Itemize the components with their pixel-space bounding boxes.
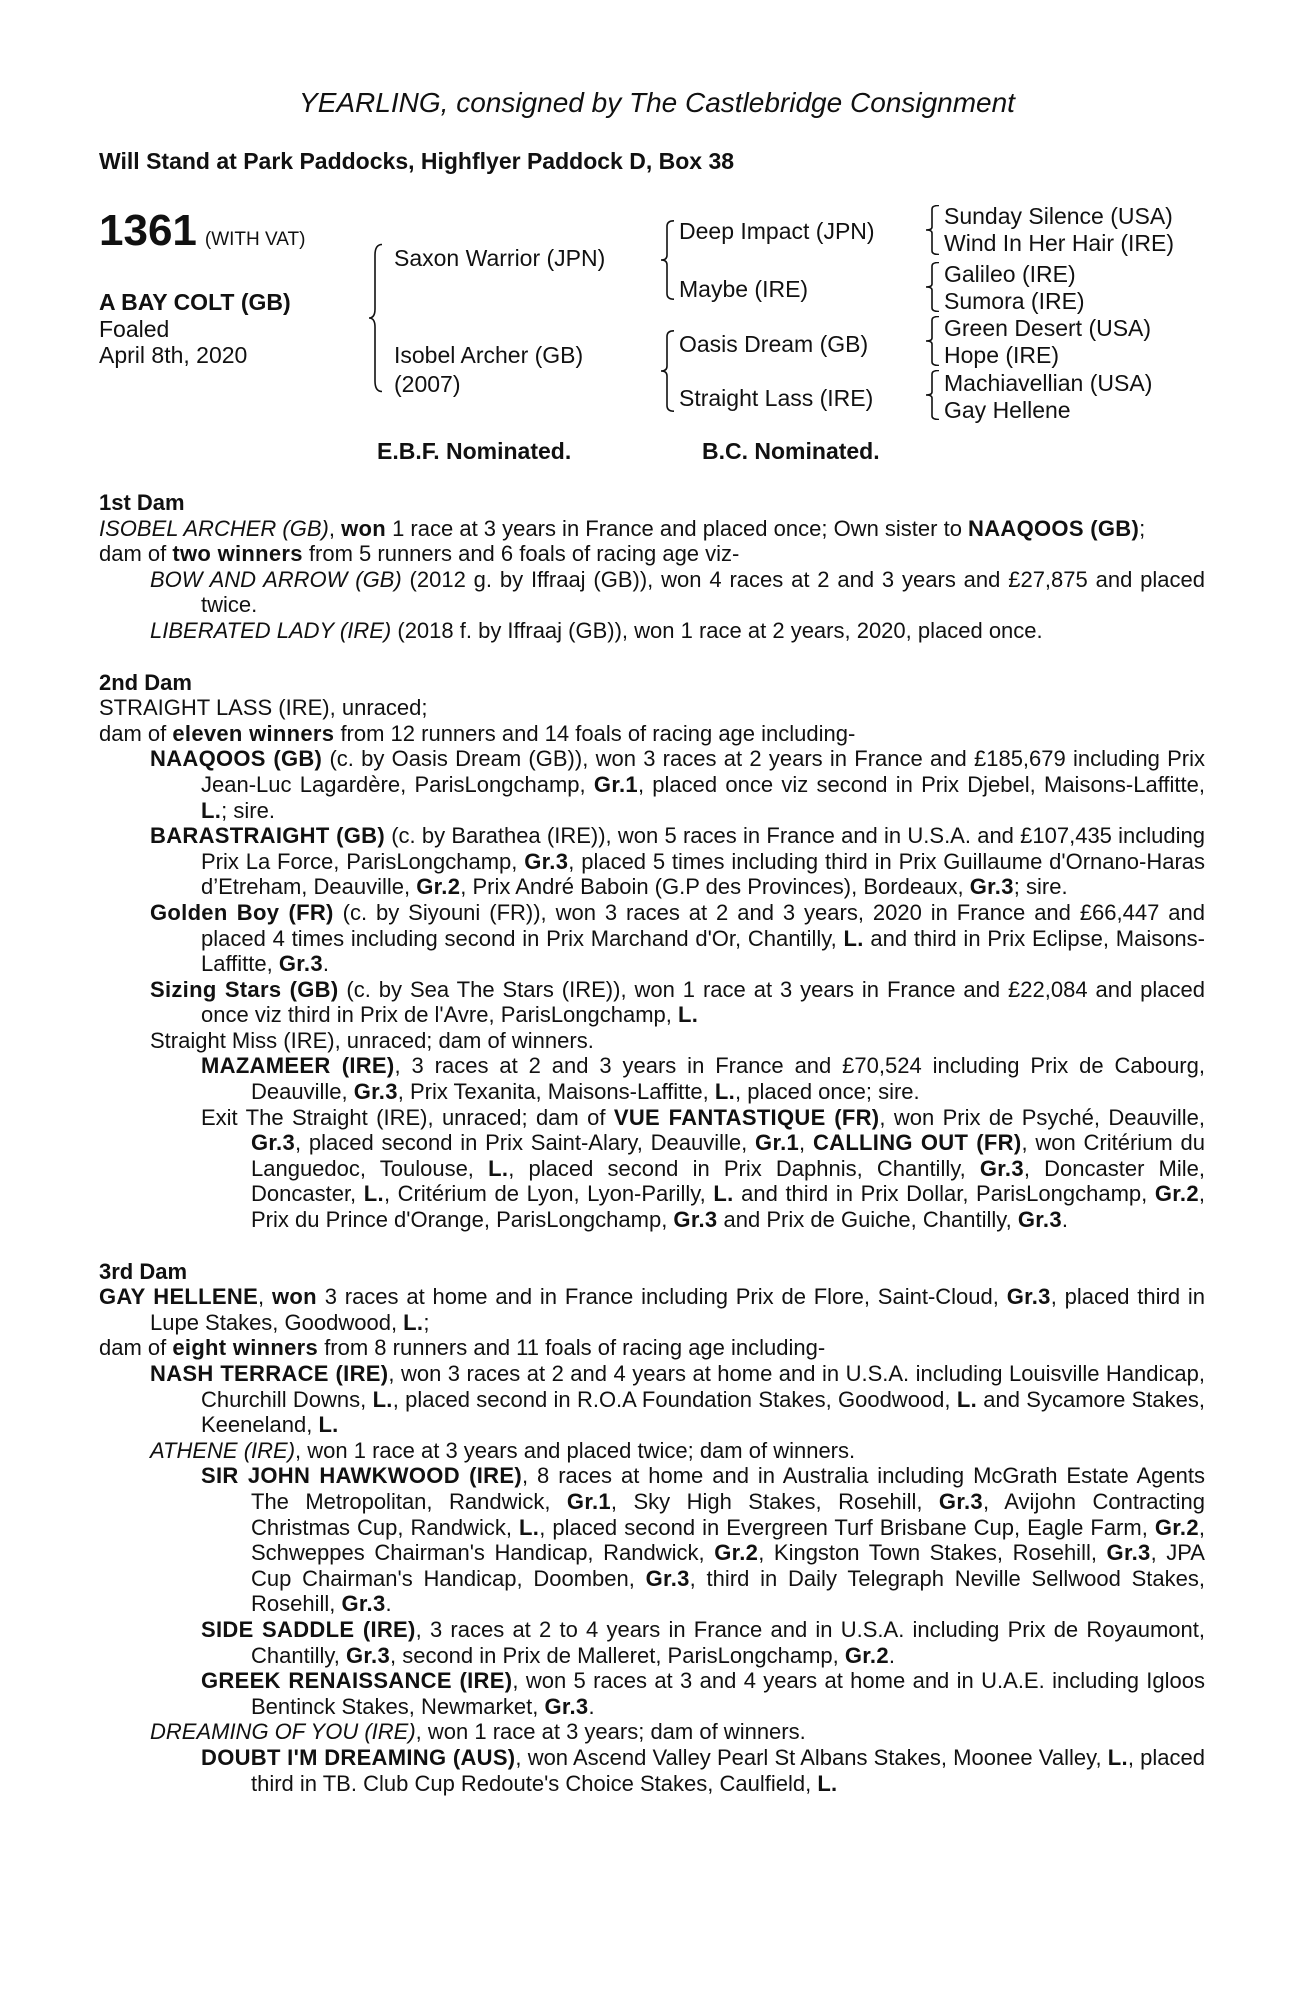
- foaled-label: Foaled: [99, 316, 170, 342]
- entry-text: , placed once; sire.: [735, 1079, 920, 1105]
- pedigree-ggen: Gay Hellene: [944, 397, 1071, 423]
- pedigree-brace: [925, 262, 941, 312]
- entry-text: , Kingston Town Stakes, Rosehill,: [758, 1540, 1107, 1566]
- bold-text: Gr.2: [844, 1642, 889, 1668]
- entry-text: , second in Prix de Malleret, ParisLongchamp,: [389, 1642, 845, 1668]
- bold-text: Gr.1: [755, 1130, 800, 1156]
- entry-text: and Sycamore Stakes, Keeneland,: [201, 1386, 1206, 1438]
- pedigree-ggen: Sumora (IRE): [944, 288, 1085, 314]
- entry-text: , 3 races at 2 to 4 years in France and in U.S.A. including Prix de Royaumont, Chantilly,: [251, 1616, 1205, 1668]
- dam-section: [99, 490, 1205, 644]
- bold-text: L.: [678, 1002, 699, 1028]
- produce-entry: [99, 541, 1205, 567]
- produce-entry: [99, 1105, 1205, 1233]
- italic-text: LIBERATED LADY (IRE): [150, 617, 392, 643]
- dam-section: [99, 670, 1205, 1233]
- produce-entry: [99, 1028, 1205, 1054]
- entry-text: (2018 f. by Iffraaj (GB)), won 1 race at 2 years, 2020, placed once.: [391, 617, 1043, 643]
- pedigree-sire-sire: Deep Impact (JPN): [679, 218, 875, 244]
- entry-text: Straight Miss (IRE), unraced; dam of winners.: [150, 1027, 594, 1053]
- entry-text: , Prix du Prince d'Orange, ParisLongchamp,: [251, 1181, 1205, 1233]
- bold-text: BARASTRAIGHT (GB): [150, 823, 385, 849]
- produce-entry: [99, 1617, 1205, 1668]
- entry-text: , Prix Texanita, Maisons-Laffitte,: [397, 1079, 715, 1105]
- produce-entry: [99, 516, 1205, 542]
- entry-text: , Sky High Stakes, Rosehill,: [610, 1488, 939, 1514]
- entry-text: .: [385, 1591, 392, 1617]
- bold-text: L.: [201, 797, 222, 823]
- entry-text: STRAIGHT LASS (IRE), unraced;: [99, 695, 428, 721]
- entry-text: , placed third in Lupe Stakes, Goodwood,: [150, 1284, 1206, 1335]
- entry-text: , placed third in TB. Club Cup Redoute's Choice Stakes, Caulfield,: [251, 1744, 1205, 1796]
- entry-text: (c. by Barathea (IRE)), won 5 races in France and in U.S.A. and £107,435 including Prix La Force, ParisLongchamp,: [201, 823, 1205, 874]
- entry-text: Exit The Straight (IRE), unraced; dam of: [201, 1104, 614, 1130]
- bold-text: two winners: [172, 541, 303, 567]
- entry-text: ,: [258, 1284, 272, 1310]
- entry-text: , Prix André Baboin (G.P des Provinces), Bordeaux,: [460, 874, 970, 900]
- bc-nominated: B.C. Nominated.: [702, 438, 880, 464]
- entry-text: , placed once viz second in Prix Djebel, Maisons-Laffitte,: [637, 771, 1206, 797]
- produce-entry: [99, 1438, 1205, 1464]
- produce-entry: [99, 721, 1205, 747]
- bold-text: L.: [843, 925, 864, 951]
- entry-text: .: [588, 1693, 595, 1719]
- pedigree-brace: [925, 205, 941, 255]
- bold-text: Gr.3: [969, 874, 1014, 900]
- pedigree-brace: [925, 316, 941, 366]
- bold-text: won: [271, 1284, 317, 1310]
- entry-text: from 8 runners and 11 foals of racing age including-: [318, 1335, 826, 1361]
- entry-text: , won 1 race at 3 years; dam of winners.: [415, 1719, 806, 1745]
- pedigree-ggen: Sunday Silence (USA): [944, 203, 1173, 229]
- entry-text: , Avijohn Contracting Christmas Cup, Randwick,: [251, 1488, 1205, 1540]
- entry-text: and third in Prix Dollar, ParisLongchamp,: [733, 1181, 1155, 1207]
- italic-text: DREAMING OF YOU (IRE): [150, 1719, 416, 1745]
- entry-text: , JPA Cup Chairman's Handicap, Doomben,: [251, 1540, 1205, 1591]
- produce-entry: [99, 823, 1205, 900]
- produce-entry: [99, 695, 1205, 721]
- bold-text: L.: [956, 1386, 977, 1412]
- produce-entry: [99, 746, 1205, 823]
- pedigree-dam: Isobel Archer (GB): [394, 342, 584, 368]
- bold-text: L.: [817, 1770, 838, 1796]
- entry-text: , won 1 race at 3 years and placed twice; dam of winners.: [295, 1437, 856, 1463]
- page-title: YEARLING, consigned by The Castlebridge Consignment: [299, 87, 1015, 118]
- bold-text: L.: [488, 1155, 509, 1181]
- bold-text: Gr.1: [566, 1488, 611, 1514]
- entry-text: ,: [328, 515, 342, 541]
- entry-text: , 3 races at 2 and 3 years in France and £70,524 including Prix de Cabourg, Deauville,: [251, 1053, 1205, 1105]
- produce-entry: [99, 1745, 1205, 1796]
- bold-text: L.: [714, 1079, 735, 1105]
- foaled-date: April 8th, 2020: [99, 342, 248, 368]
- produce-entry: [99, 977, 1205, 1028]
- bold-text: L.: [363, 1181, 384, 1207]
- entry-text: ; sire.: [221, 797, 275, 823]
- bold-text: Gr.2: [1154, 1181, 1199, 1207]
- pedigree-sire-dam: Maybe (IRE): [679, 276, 809, 302]
- bold-text: NASH TERRACE (IRE): [150, 1361, 389, 1386]
- entry-text: , won 5 races at 3 and 4 years at home and in U.A.E. including Igloos Bentinck Stakes, Newmarket,: [251, 1668, 1205, 1719]
- pedigree-ggen: Green Desert (USA): [944, 315, 1152, 341]
- entry-text: , Schweppes Chairman's Handicap, Randwick,: [251, 1514, 1205, 1566]
- pedigree-ggen: Wind In Her Hair (IRE): [944, 230, 1175, 256]
- bold-text: eleven winners: [172, 720, 335, 746]
- entry-text: dam of: [99, 541, 173, 567]
- entry-text: dam of: [99, 1335, 173, 1361]
- stand-location: Will Stand at Park Paddocks, Highflyer Paddock D, Box 38: [99, 148, 735, 174]
- bold-text: L.: [318, 1412, 339, 1438]
- produce-entry: [99, 900, 1205, 977]
- pedigree-ggen: Machiavellian (USA): [944, 370, 1153, 396]
- bold-text: Gr.3: [353, 1079, 398, 1105]
- bold-text: Gr.2: [714, 1540, 759, 1566]
- bold-text: Gr.3: [251, 1130, 296, 1156]
- entry-text: , won Critérium du Languedoc, Toulouse,: [251, 1130, 1205, 1181]
- entry-text: , third in Daily Telegraph Neville Sellwood Stakes, Rosehill,: [251, 1565, 1205, 1617]
- bold-text: Gr.3: [278, 951, 323, 977]
- bold-text: Gr.3: [979, 1155, 1024, 1181]
- pedigree-brace: [925, 370, 941, 420]
- pedigree-dam-sire: Oasis Dream (GB): [679, 331, 869, 357]
- entry-text: (2012 g. by Iffraaj (GB)), won 4 races at 2 and 3 years and £27,875 and placed twice.: [201, 566, 1205, 618]
- entry-text: , placed second in R.O.A Foundation Stakes, Goodwood,: [392, 1386, 957, 1412]
- bold-text: VUE FANTASTIQUE (FR): [613, 1104, 880, 1130]
- entry-text: from 5 runners and 6 foals of racing age viz-: [302, 541, 740, 567]
- lot-number-row: [99, 206, 306, 265]
- entry-text: ;: [1139, 515, 1146, 541]
- bold-text: DOUBT I'M DREAMING (AUS): [201, 1744, 516, 1770]
- bold-text: NAAQOOS (GB): [150, 746, 323, 772]
- bold-text: L.: [713, 1181, 734, 1207]
- bold-text: L.: [403, 1309, 424, 1335]
- italic-text: ISOBEL ARCHER (GB): [99, 515, 329, 541]
- produce-entry: [99, 1463, 1205, 1617]
- bold-text: GAY HELLENE: [99, 1284, 259, 1310]
- vat-note: (WITH VAT): [204, 229, 306, 250]
- entry-text: ; sire.: [1013, 874, 1068, 900]
- entry-text: , Critérium de Lyon, Lyon-Parilly,: [383, 1181, 714, 1207]
- entry-text: , won Prix de Psyché, Deauville,: [879, 1104, 1205, 1130]
- entry-text: from 12 runners and 14 foals of racing age including-: [334, 720, 856, 746]
- entry-text: (c. by Sea The Stars (IRE)), won 1 race at 3 years in France and £22,084 and placed once viz third in Prix de l'Avre, ParisLongchamp,: [201, 976, 1205, 1028]
- pedigree-dam-year: (2007): [394, 371, 461, 397]
- bold-text: NAAQOOS (GB): [968, 515, 1140, 541]
- bold-text: Gr.3: [673, 1207, 718, 1233]
- dam-section: [99, 1259, 1205, 1796]
- entry-text: dam of: [99, 720, 173, 746]
- bold-text: Golden Boy (FR): [150, 899, 334, 925]
- bold-text: L.: [1107, 1744, 1128, 1770]
- produce-record: [99, 490, 1205, 1796]
- entry-text: ,: [799, 1130, 813, 1156]
- entry-text: and third in Prix Eclipse, Maisons-Laffitte,: [201, 925, 1205, 977]
- produce-entry: [99, 1335, 1205, 1361]
- bold-text: Gr.3: [938, 1488, 983, 1514]
- ebf-nominated: E.B.F. Nominated.: [377, 438, 572, 464]
- pedigree-dam-dam: Straight Lass (IRE): [679, 385, 874, 411]
- bold-text: Gr.3: [341, 1591, 386, 1617]
- produce-entry: [99, 1361, 1205, 1438]
- entry-text: , Doncaster Mile, Doncaster,: [251, 1155, 1206, 1207]
- pedigree-ggen: Galileo (IRE): [944, 261, 1076, 287]
- bold-text: Gr.3: [645, 1565, 690, 1591]
- entry-text: , won Ascend Valley Pearl St Albans Stakes, Moonee Valley,: [515, 1744, 1108, 1770]
- bold-text: Gr.3: [1006, 1284, 1051, 1310]
- bold-text: won: [341, 515, 386, 541]
- section-heading: 1st Dam: [99, 490, 185, 515]
- bold-text: Gr.3: [544, 1693, 589, 1719]
- bold-text: SIR JOHN HAWKWOOD (IRE): [201, 1463, 522, 1489]
- pedigree-ggen: Hope (IRE): [944, 342, 1060, 368]
- entry-text: ;: [423, 1309, 430, 1335]
- entry-text: , placed second in Prix Saint-Alary, Deauville,: [295, 1130, 756, 1156]
- pedigree-brace: [368, 243, 384, 393]
- entry-text: .: [322, 951, 330, 977]
- bold-text: L.: [372, 1386, 393, 1412]
- bold-text: CALLING OUT (FR): [812, 1130, 1022, 1156]
- entry-text: 1 race at 3 years in France and placed once; Own sister to: [385, 515, 969, 541]
- produce-entry: [99, 1719, 1205, 1745]
- bold-text: Gr.2: [1154, 1514, 1199, 1540]
- entry-text: 3 races at home and in France including Prix de Flore, Saint-Cloud,: [316, 1284, 1007, 1310]
- bold-text: L.: [519, 1514, 540, 1540]
- bold-text: GREEK RENAISSANCE (IRE): [201, 1668, 513, 1694]
- entry-text: .: [1061, 1207, 1068, 1233]
- produce-entry: [99, 1284, 1205, 1335]
- lot-description: A BAY COLT (GB): [99, 289, 291, 315]
- entry-text: (c. by Oasis Dream (GB)), won 3 races at 2 years in France and £185,679 including Prix Jean-Luc Lagardère, ParisLongchamp,: [201, 746, 1206, 797]
- produce-entry: [99, 1053, 1205, 1104]
- entry-text: and Prix de Guiche, Chantilly,: [717, 1207, 1018, 1233]
- section-heading: 2nd Dam: [99, 669, 192, 695]
- pedigree-brace: [660, 220, 676, 300]
- bold-text: Gr.3: [1017, 1207, 1062, 1233]
- bold-text: MAZAMEER (IRE): [201, 1053, 395, 1079]
- italic-text: ATHENE (IRE): [150, 1437, 296, 1463]
- pedigree-brace: [660, 330, 676, 412]
- entry-text: (c. by Siyouni (FR)), won 3 races at 2 and 3 years, 2020 in France and £66,447 and placed 4 times including second in Prix Marchand d'Or, Chantilly,: [201, 899, 1205, 951]
- bold-text: Gr.1: [593, 771, 638, 797]
- bold-text: Gr.3: [345, 1642, 390, 1668]
- bold-text: Gr.2: [416, 874, 461, 900]
- entry-text: , placed second in Evergreen Turf Brisbane Cup, Eagle Farm,: [539, 1514, 1155, 1540]
- entry-text: , won 3 races at 2 and 4 years at home and in U.S.A. including Louisville Handicap, Churchill Downs,: [201, 1361, 1205, 1412]
- bold-text: SIDE SADDLE (IRE): [201, 1616, 416, 1642]
- section-heading: 3rd Dam: [99, 1258, 188, 1284]
- entry-text: , placed second in Prix Daphnis, Chantilly,: [508, 1155, 980, 1181]
- pedigree-sire: Saxon Warrior (JPN): [394, 245, 606, 271]
- entry-text: .: [888, 1642, 896, 1668]
- produce-entry: [99, 618, 1205, 644]
- bold-text: eight winners: [172, 1335, 319, 1361]
- entry-text: , 8 races at home and in Australia including McGrath Estate Agents The Metropolitan, Randwick,: [251, 1463, 1205, 1514]
- italic-text: BOW AND ARROW (GB): [150, 566, 402, 592]
- bold-text: Gr.3: [1106, 1540, 1151, 1566]
- bold-text: Sizing Stars (GB): [150, 976, 339, 1002]
- produce-entry: [99, 1668, 1205, 1719]
- bold-text: Gr.3: [524, 848, 569, 874]
- entry-text: , placed 5 times including third in Prix Guillaume d'Ornano-Haras d’Etreham, Deauville,: [201, 848, 1205, 900]
- produce-entry: [99, 567, 1205, 618]
- lot-number: 1361: [99, 206, 197, 255]
